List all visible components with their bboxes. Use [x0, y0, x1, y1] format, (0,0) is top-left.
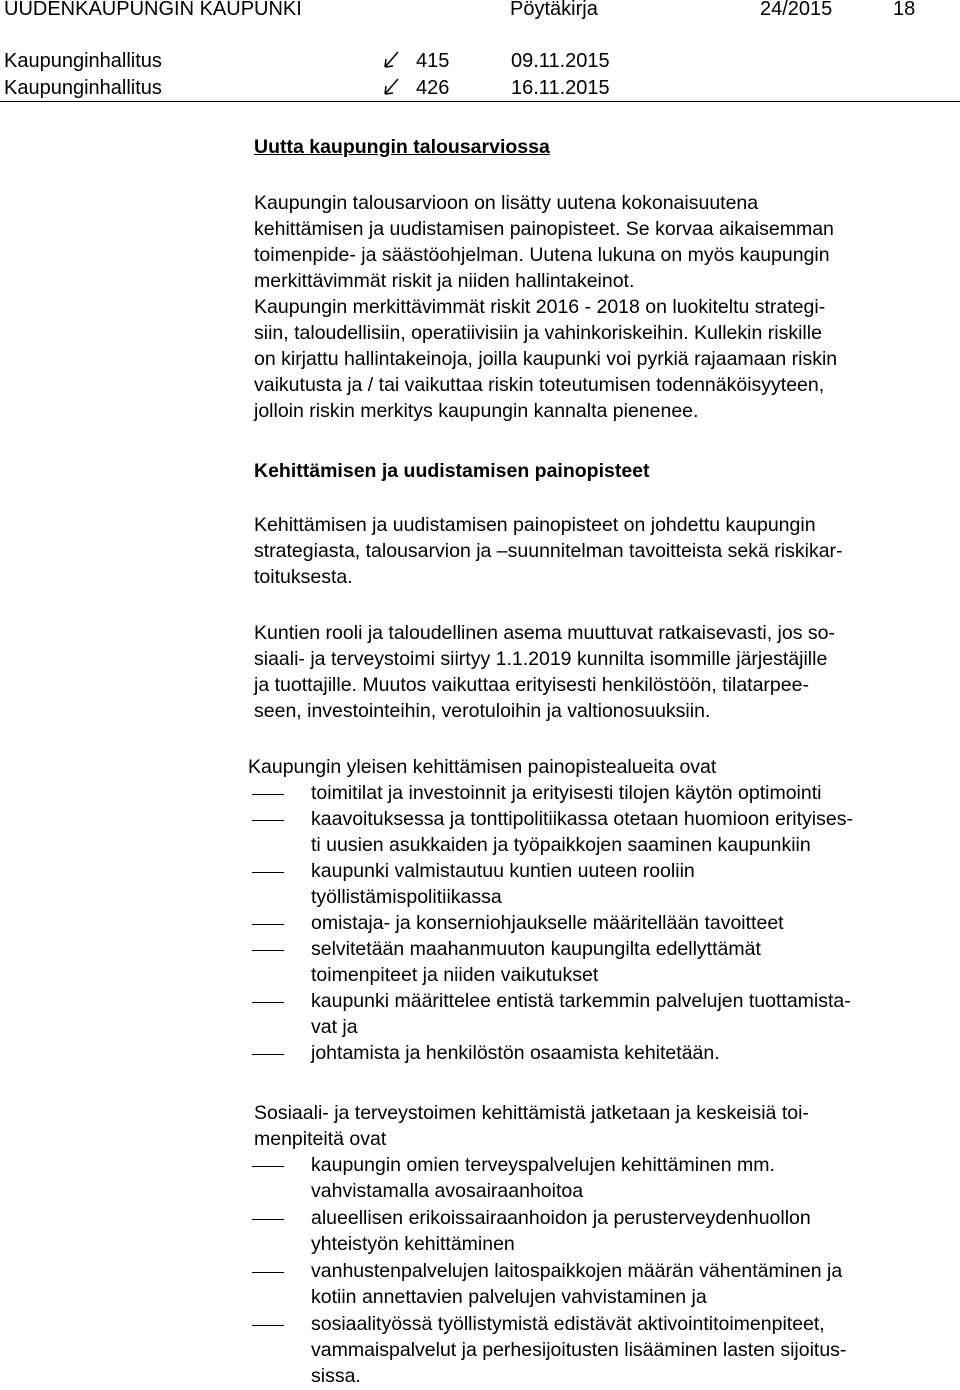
text-line: seen, investointeihin, verotuloihin ja valtionosuuksiin.: [254, 700, 711, 722]
dash-bullet: [252, 1166, 284, 1167]
dash-bullet: [252, 820, 284, 821]
dash-bullet: [252, 872, 284, 873]
text-line: Kehittämisen ja uudistamisen painopisteet on johdettu kaupungin: [254, 514, 816, 536]
text-line: toituksesta.: [254, 566, 353, 588]
text-line: menpiteitä ovat: [254, 1128, 387, 1150]
text-line: toimitilat ja investoinnit ja erityisesti tilojen käytön optimointi: [311, 782, 822, 804]
text-line: yhteistyön kehittäminen: [311, 1233, 515, 1255]
header-divider: [0, 101, 960, 102]
meeting-body: Kaupunginhallitus: [4, 50, 162, 72]
text-line: toimenpide- ja säästöohjelman. Uutena lukuna on myös kaupungin: [254, 244, 830, 266]
text-line: selvitetään maahanmuuton kaupungilta edellyttämät: [311, 938, 761, 960]
text-line: ti uusien asukkaiden ja työpaikkojen saaminen kaupunkiin: [311, 834, 811, 856]
text-line: siin, taloudellisiin, operatiivisiin ja vahinkoriskeihin. Kullekin riskille: [254, 322, 822, 344]
document-type: Pöytäkirja: [510, 0, 598, 20]
text-line: sosiaalityössä työllistymistä edistävät aktivointitoimenpiteet,: [311, 1313, 825, 1335]
text-line: työllistämispolitiikassa: [311, 886, 502, 908]
meeting-date: 16.11.2015: [511, 77, 610, 99]
text-line: vammaispalvelut ja perhesijoitusten lisääminen lasten sijoitus-: [311, 1339, 847, 1361]
text-line: omistaja- ja konserniohjaukselle määritellään tavoitteet: [311, 912, 784, 934]
text-line: kaupunki valmistautuu kuntien uuteen rooliin: [311, 860, 695, 882]
dash-bullet: [252, 1002, 284, 1003]
text-line: kaavoituksessa ja tonttipolitiikassa otetaan huomioon erityises-: [311, 808, 853, 830]
dash-bullet: [252, 1054, 284, 1055]
text-line: siaali- ja terveystoimi siirtyy 1.1.2019 kunnilta isommille järjestäjille: [254, 648, 828, 670]
text-line: vaikutusta ja / tai vaikuttaa riskin toteutumisen todennäköisyyteen,: [254, 374, 825, 396]
section-arrow-icon: [384, 51, 400, 69]
section-number: 415: [416, 50, 450, 72]
page-number: 18: [893, 0, 916, 20]
organization-name: UUDENKAUPUNGIN KAUPUNKI: [4, 0, 302, 20]
dash-bullet: [252, 924, 284, 925]
text-line: Kaupungin merkittävimmät riskit 2016 - 2018 on luokiteltu strategi-: [254, 296, 826, 318]
dash-bullet: [252, 1272, 284, 1273]
text-line: johtamista ja henkilöstön osaamista kehitetään.: [311, 1042, 720, 1064]
text-line: Kaupungin talousarvioon on lisätty uutena kokonaisuutena: [254, 192, 759, 214]
dash-bullet: [252, 1219, 284, 1220]
text-line: kotiin annettavien palvelujen vahvistaminen ja: [311, 1286, 707, 1308]
text-line: kehittämisen ja uudistamisen painopisteet. Se korvaa aikaisemman: [254, 218, 834, 240]
section-arrow-icon: [384, 78, 400, 96]
document-number: 24/2015: [760, 0, 833, 20]
dash-bullet: [252, 1325, 284, 1326]
text-line: strategiasta, talousarvion ja –suunnitelman tavoitteista sekä riskikar-: [254, 540, 843, 562]
text-line: merkittävimmät riskit ja niiden hallintakeinot.: [254, 270, 635, 292]
meeting-date: 09.11.2015: [511, 50, 610, 72]
text-line: jolloin riskin merkitys kaupungin kannalta pienenee.: [254, 400, 699, 422]
section-number: 426: [416, 77, 450, 99]
text-line: Kuntien rooli ja taloudellinen asema muuttuvat ratkaisevasti, jos so-: [254, 622, 835, 644]
text-line: kaupungin omien terveyspalvelujen kehittäminen mm.: [311, 1154, 775, 1176]
meeting-body: Kaupunginhallitus: [4, 77, 162, 99]
text-line: alueellisen erikoissairaanhoidon ja perusterveydenhuollon: [311, 1207, 811, 1229]
dash-bullet: [252, 794, 284, 795]
text-line: kaupunki määrittelee entistä tarkemmin palvelujen tuottamista-: [311, 990, 851, 1012]
list-intro: Kaupungin yleisen kehittämisen painopistealueita ovat: [248, 756, 717, 778]
text-line: vat ja: [311, 1016, 358, 1038]
text-line: toimenpiteet ja niiden vaikutukset: [311, 964, 599, 986]
dash-bullet: [252, 950, 284, 951]
text-line: sissa.: [311, 1365, 361, 1387]
section-title: Uutta kaupungin talousarviossa: [254, 136, 550, 158]
text-line: ja tuottajille. Muutos vaikuttaa erityisesti henkilöstöön, tilatarpee-: [254, 674, 809, 696]
text-line: vanhustenpalvelujen laitospaikkojen määrän vähentäminen ja: [311, 1260, 843, 1282]
section-title: Kehittämisen ja uudistamisen painopisteet: [254, 460, 650, 482]
text-line: Sosiaali- ja terveystoimen kehittämistä jatketaan ja keskeisiä toi-: [254, 1102, 809, 1124]
text-line: vahvistamalla avosairaanhoitoa: [311, 1180, 584, 1202]
text-line: on kirjattu hallintakeinoja, joilla kaupunki voi pyrkiä rajaamaan riskin: [254, 348, 838, 370]
